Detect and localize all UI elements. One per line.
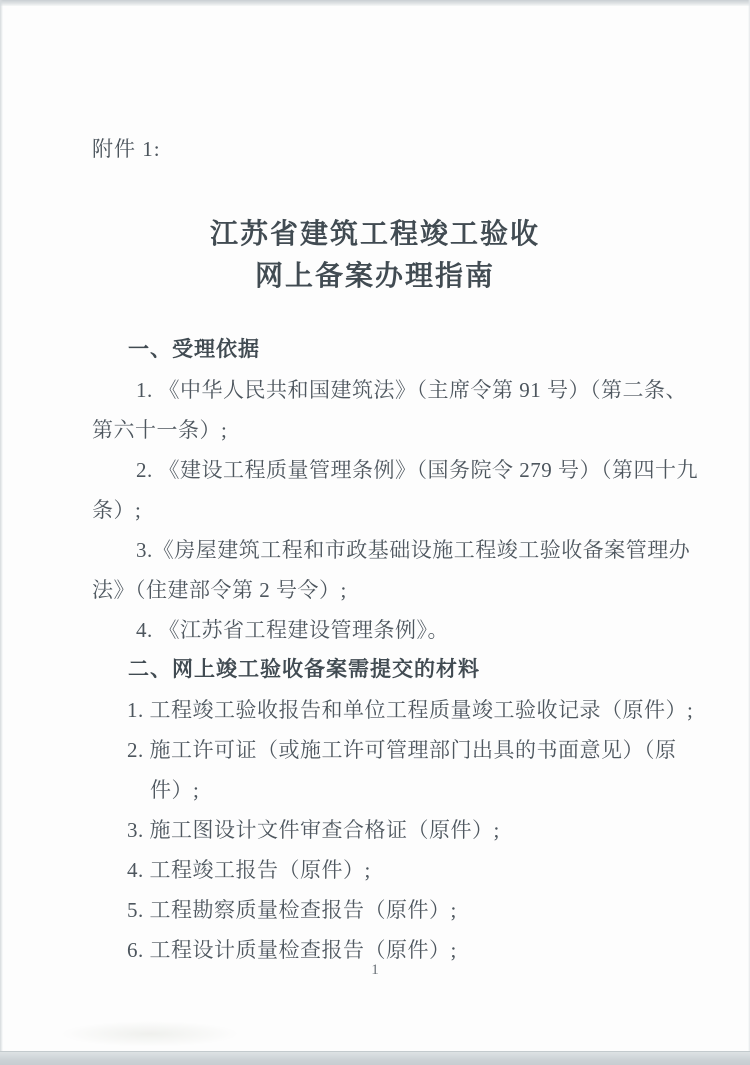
document-text-line: 1. 工程竣工验收报告和单位工程质量竣工验收记录（原件）; xyxy=(127,698,694,722)
document-body xyxy=(92,330,698,970)
document-text-line: 2. 《建设工程质量管理条例》（国务院令 279 号）（第四十九 xyxy=(136,458,698,482)
document-text-line: 1. 《中华人民共和国建筑法》（主席令第 91 号）（第二条、 xyxy=(136,378,687,402)
document-text-line: 条）; xyxy=(92,498,142,522)
section-heading: 一、受理依据 xyxy=(128,338,260,361)
document-text-line: 2. 施工许可证（或施工许可管理部门出具的书面意见）（原 xyxy=(127,738,677,762)
document-text-line: 6. 工程设计质量检查报告（原件）; xyxy=(127,938,457,962)
document-text-line: 件）; xyxy=(150,778,200,802)
scan-edge-left xyxy=(0,0,3,1065)
scan-edge-bottom xyxy=(0,1051,750,1065)
document-title-line1: 江苏省建筑工程竣工验收 xyxy=(209,218,540,249)
document-text-line: 第六十一条）; xyxy=(92,418,228,442)
document-text-line: 法》（住建部令第 2 号令）; xyxy=(92,578,347,602)
document-title xyxy=(0,213,750,297)
document-text-line: 3. 施工图设计文件审查合格证（原件）; xyxy=(127,818,500,842)
attachment-label: 附件 1: xyxy=(92,137,161,161)
document-text-line: 4. 《江苏省工程建设管理条例》。 xyxy=(136,618,449,642)
scan-smudge xyxy=(60,1021,240,1047)
document-title-line2: 网上备案办理指南 xyxy=(254,260,495,291)
scan-edge-top xyxy=(0,0,750,6)
document-text-line: 3.《房屋建筑工程和市政基础设施工程竣工验收备案管理办 xyxy=(136,538,691,562)
document-text-line: 4. 工程竣工报告（原件）; xyxy=(127,858,371,882)
section-heading: 二、网上竣工验收备案需提交的材料 xyxy=(128,658,480,681)
document-text-line: 5. 工程勘察质量检查报告（原件）; xyxy=(127,898,457,922)
page-number: 1 xyxy=(371,962,379,978)
